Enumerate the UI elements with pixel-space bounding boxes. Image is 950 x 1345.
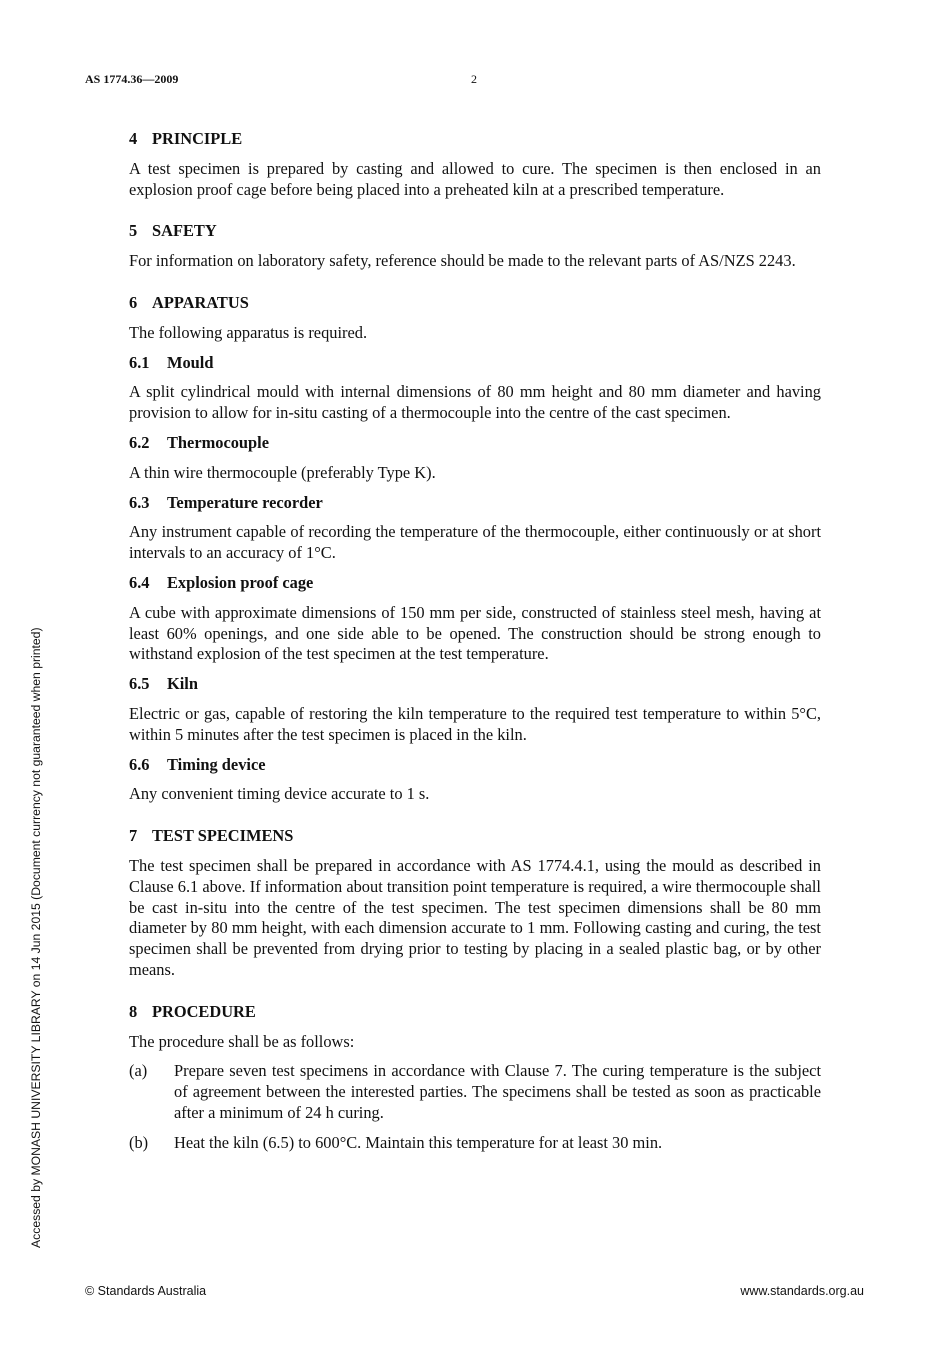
section-number: 8 xyxy=(129,1001,138,1021)
step-label: (a) xyxy=(129,1061,148,1081)
footer-copyright: © Standards Australia xyxy=(85,1284,207,1298)
subsection-heading-kiln xyxy=(129,674,821,695)
procedure-step xyxy=(129,1061,821,1123)
subsection-title: Mould xyxy=(167,352,214,372)
subsection-text-kiln: Electric or gas, capable of restoring the kiln temperature to the required test temperature to within 5°C, within 5 minutes after the test specimen is placed in the kiln. xyxy=(129,703,821,744)
subsection-heading-mould xyxy=(129,353,821,374)
step-label: (b) xyxy=(129,1132,149,1152)
section-number: 4 xyxy=(129,129,138,148)
subsection-text-thermocouple: A thin wire thermocouple (preferably Type K). xyxy=(129,462,436,482)
step-text: Prepare seven test specimens in accordance with Clause 7. The curing temperature is the subject of agreement between the interested parties. The specimens shall be tested as soon as practicable after a minimum of 24 h curing. xyxy=(174,1061,821,1122)
section-title: TEST SPECIMENS xyxy=(152,826,294,846)
section-title: APPARATUS xyxy=(152,292,249,312)
subsection-heading-explosion-proof-cage xyxy=(129,573,821,594)
document-body xyxy=(129,129,821,1162)
subsection-text-temperature-recorder: Any instrument capable of recording the temperature of the thermocouple, either continuously or at short intervals to an accuracy of 1°C. xyxy=(129,522,821,563)
section-number: 6 xyxy=(129,292,138,312)
section-title: PROCEDURE xyxy=(152,1001,256,1021)
section-title: PRINCIPLE xyxy=(152,129,243,148)
subsection-heading-temperature-recorder xyxy=(129,493,821,514)
subsection-text-explosion-proof-cage: A cube with approximate dimensions of 150 mm per side, constructed of stainless steel mesh, having at least 60% openings, and one side able to be opened. The construction should be strong enough to withstand explosion of the test specimen at the test temperature. xyxy=(129,602,821,664)
section-text-apparatus: The following apparatus is required. xyxy=(129,322,368,342)
section-text-procedure: The procedure shall be as follows: xyxy=(129,1031,355,1051)
footer-url[interactable]: www.standards.org.au xyxy=(740,1284,864,1298)
subsection-number: 6.6 xyxy=(129,754,150,774)
section-text-test-specimens: The test specimen shall be prepared in accordance with AS 1774.4.1, using the mould as described in Clause 6.1 above. If information about transition point temperature is required, a wire thermocouple shall be cast in-situ into the centre of the test specimen. The test specimen dimensions shall be 80 mm diameter by 80 mm height, with each dimension accurate to 1 mm. Following casting and curing, the test specimen shall be prevented from drying prior to testing by placing in a sealed plastic bag, or by other means. xyxy=(129,855,821,979)
section-title: SAFETY xyxy=(152,221,217,241)
document-id: AS 1774.36—2009 xyxy=(85,72,179,86)
section-text-safety: For information on laboratory safety, reference should be made to the relevant parts of AS/NZS 2243. xyxy=(129,251,796,271)
subsection-text-mould: A split cylindrical mould with internal dimensions of 80 mm height and 80 mm diameter and having provision to allow for in-situ casting of a thermocouple into the centre of the cast specimen. xyxy=(129,382,821,423)
section-heading-procedure xyxy=(129,1002,821,1023)
section-heading-safety xyxy=(129,221,821,242)
subsection-title: Temperature recorder xyxy=(167,492,323,512)
section-heading-test-specimens xyxy=(129,826,821,847)
subsection-number: 6.2 xyxy=(129,432,150,452)
subsection-title: Timing device xyxy=(167,754,266,774)
section-heading-apparatus xyxy=(129,293,821,314)
subsection-heading-timing-device xyxy=(129,755,821,776)
access-watermark: Accessed by MONASH UNIVERSITY LIBRARY on 14 Jun 2015 (Document currency not guaranteed when printed) xyxy=(29,627,43,1248)
subsection-number: 6.3 xyxy=(129,492,150,512)
subsection-title: Kiln xyxy=(167,674,198,694)
subsection-title: Thermocouple xyxy=(167,432,269,452)
step-text: Heat the kiln (6.5) to 600°C. Maintain this temperature for at least 30 min. xyxy=(174,1132,663,1152)
subsection-title: Explosion proof cage xyxy=(167,572,314,592)
page-number: 2 xyxy=(471,72,477,86)
section-number: 5 xyxy=(129,221,138,241)
section-number: 7 xyxy=(129,826,138,846)
procedure-step xyxy=(129,1133,821,1154)
subsection-text-timing-device: Any convenient timing device accurate to 1 s. xyxy=(129,784,430,804)
section-text-principle: A test specimen is prepared by casting and allowed to cure. The specimen is then enclosed in an explosion proof cage before being placed into a preheated kiln at a prescribed temperature. xyxy=(129,158,821,199)
section-heading-principle xyxy=(129,129,821,150)
subsection-number: 6.4 xyxy=(129,572,150,592)
subsection-heading-thermocouple xyxy=(129,433,821,454)
subsection-number: 6.5 xyxy=(129,674,150,694)
subsection-number: 6.1 xyxy=(129,352,150,372)
